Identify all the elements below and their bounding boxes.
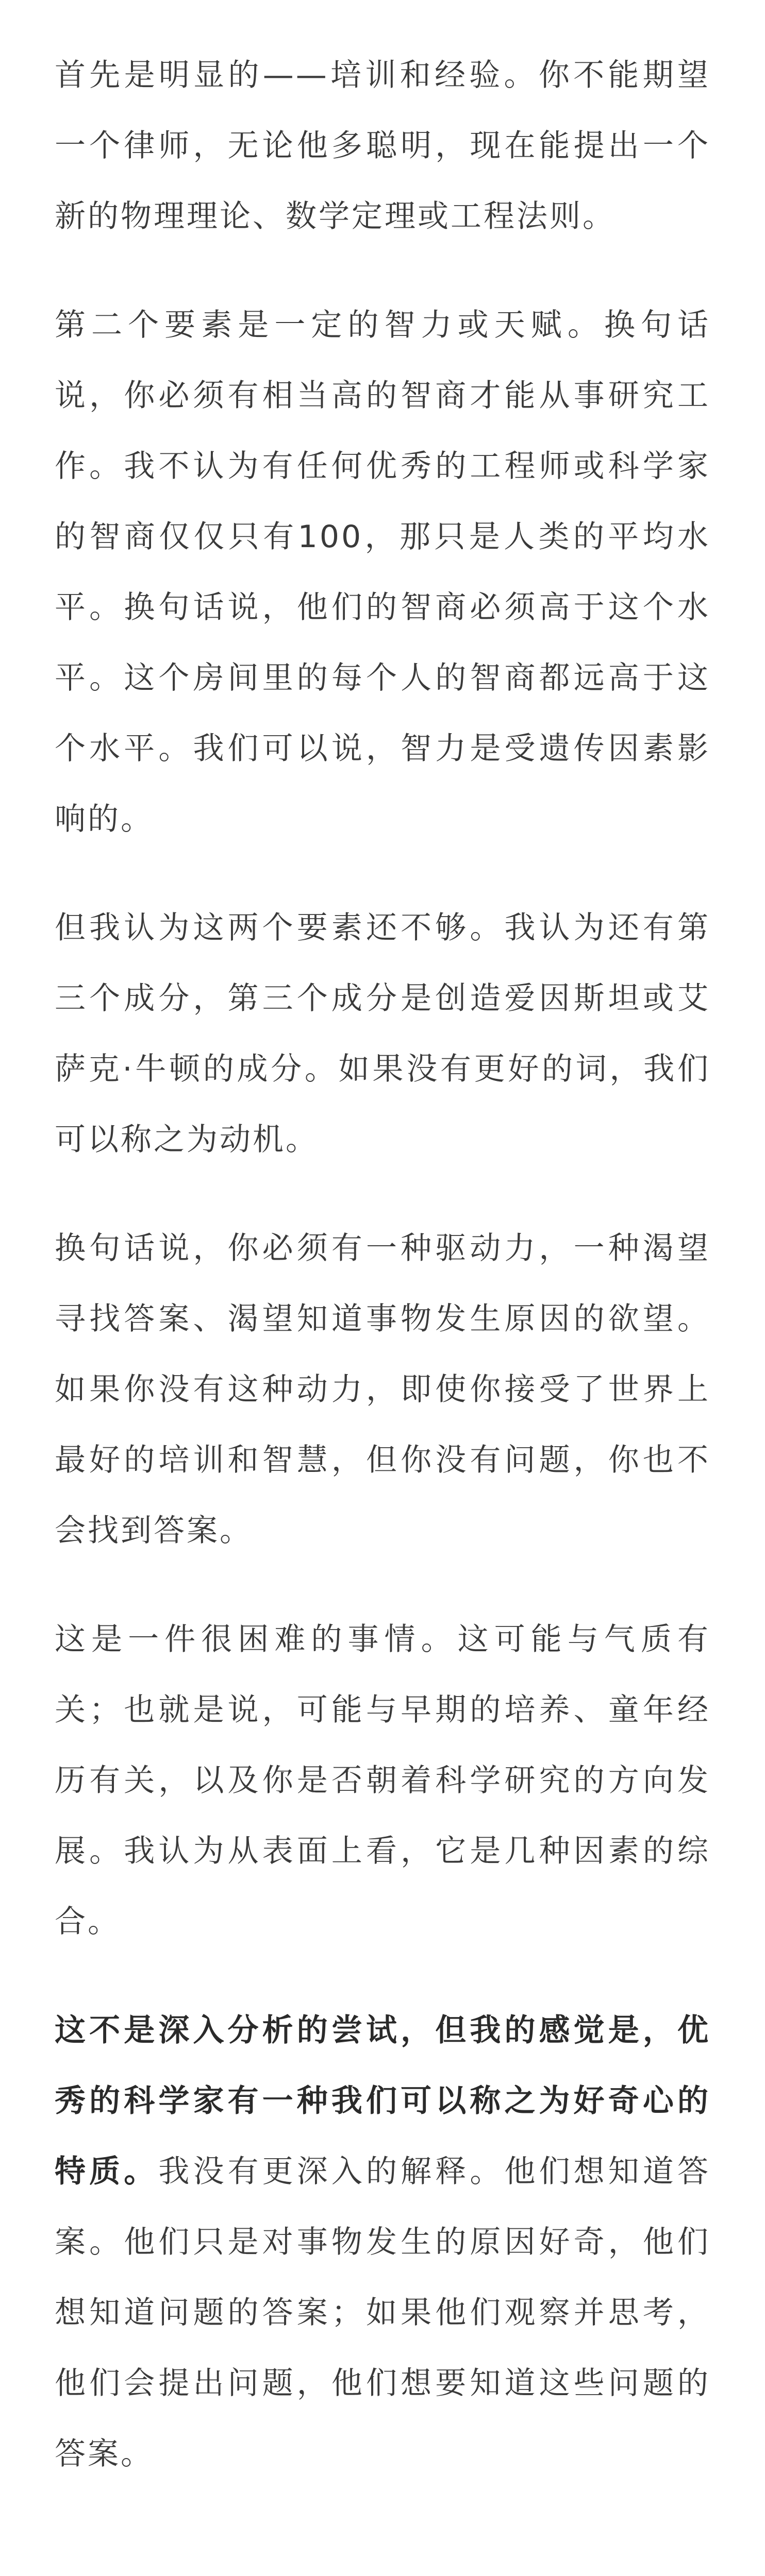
paragraph-motivation [55, 893, 710, 1175]
paragraph-temperament [55, 1604, 710, 1957]
paragraph-text: 首先是明显的——培训和经验。你不能期望一个律师，无论他多聪明，现在能提出一个新的物理理论、数学定理或工程法则。 [55, 57, 710, 234]
paragraph-training [55, 40, 710, 252]
paragraph-text: 这是一件很困难的事情。这可能与气质有关；也就是说，可能与早期的培养、童年经历有关，以及你是否朝着科学研究的方向发展。我认为从表面上看，它是几种因素的综合。 [55, 1621, 710, 1940]
paragraph-bold-text: 这不是深入分析的尝试，但我的感觉是，优秀的科学家有一种我们可以称之为好奇心的特质。 [55, 2012, 710, 2190]
paragraph-curiosity [55, 1995, 710, 2489]
paragraph-text: 第二个要素是一定的智力或天赋。换句话说，你必须有相当高的智商才能从事研究工作。我不认为有任何优秀的工程师或科学家的智商仅仅只有100，那只是人类的平均水平。换句话说，他们的智商必须高于这个水平。这个房间里的每个人的智商都远高于这个水平。我们可以说，智力是受遗传因素影响的。 [55, 307, 710, 837]
paragraph-drive [55, 1213, 710, 1566]
paragraph-text: 换句话说，你必须有一种驱动力，一种渴望寻找答案、渴望知道事物发生原因的欲望。如果你没有这种动力，即使你接受了世界上最好的培训和智慧，但你没有问题，你也不会找到答案。 [55, 1230, 710, 1549]
paragraph-intelligence [55, 290, 710, 855]
paragraph-text: 我没有更深入的解释。他们想知道答案。他们只是对事物发生的原因好奇，他们想知道问题的答案；如果他们观察并思考，他们会提出问题，他们想要知道这些问题的答案。 [55, 2154, 711, 2472]
paragraph-text: 但我认为这两个要素还不够。我认为还有第三个成分，第三个成分是创造爱因斯坦或艾萨克·牛顿的成分。如果没有更好的词，我们可以称之为动机。 [55, 910, 710, 1158]
